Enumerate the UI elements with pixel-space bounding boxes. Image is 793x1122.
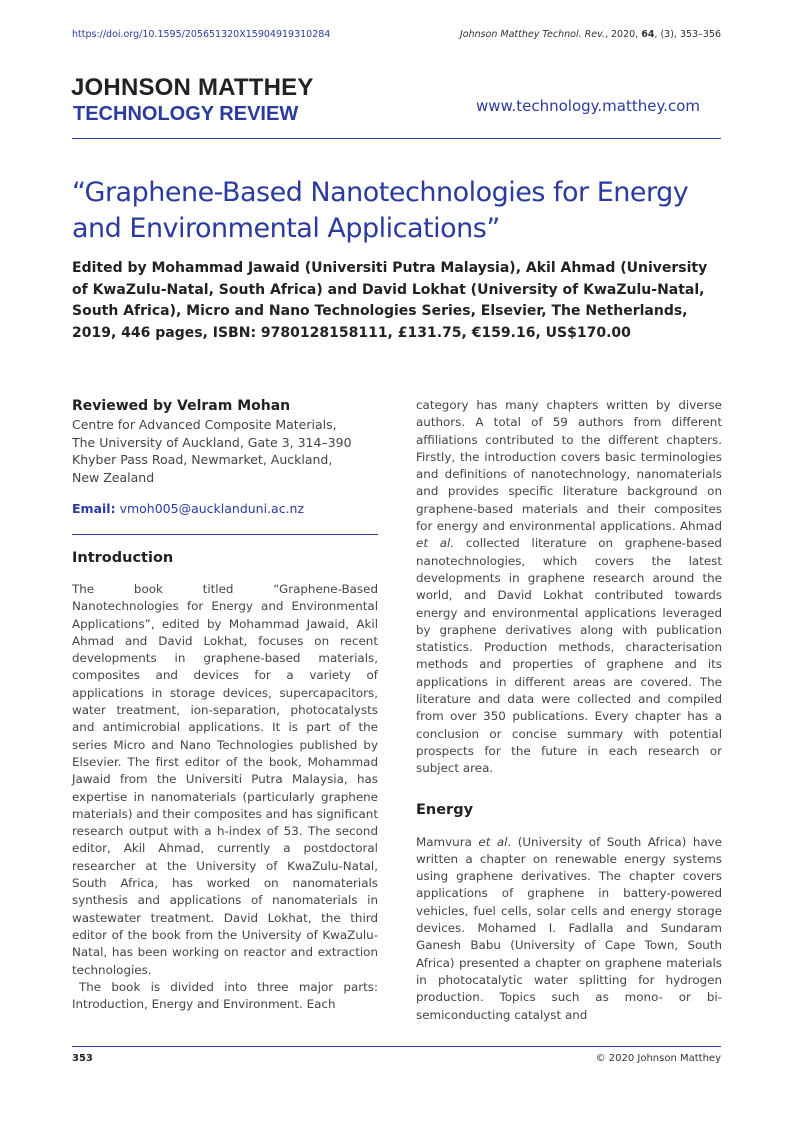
affil-line-4: New Zealand — [72, 469, 155, 485]
header-divider — [72, 138, 721, 139]
doi-link[interactable]: https://doi.org/10.1595/205651320X15904919310284 — [72, 29, 331, 40]
email-label: Email: — [72, 501, 116, 516]
intro-paragraph-2: The book is divided into three major parts: Introduction, Energy and Environment. Each — [72, 979, 378, 1012]
reviewer-name: Reviewed by Velram Mohan — [72, 398, 291, 414]
intro-paragraph-1: The book titled “Graphene-Based Nanotechnologies for Energy and Environmental Applications”, edited by Mohammad Jawaid, Akil Ahmad and David Lokhat, focuses on recent developments in graphene-based materials, composites and devices for a variety of applications in storage devices, supercapacitors, water treatment, ion-separation, photocatalysts and antimicrobial applications. It is part of the series Micro and Nano Technologies published by Elsevier. The first editor of the book, Mohammad Jawaid from the Universiti Putra Malaysia, has expertise in nanomaterials (particularly graphene materials) and their composites and has significant research output with a h-index of 53. The second editor, Akil Ahmad, currently a postdoctoral researcher at the University of KwaZulu-Natal, South Africa, has worked on nanomaterials synthesis and applications of nanomaterials in wastewater treatment. David Lokhat, the third editor of the book from the University of KwaZulu-Natal, has been working on reactor and extraction technologies. — [72, 582, 378, 977]
energy-text-a: Mamvura — [416, 834, 479, 849]
citation-journal: Johnson Matthey Technol. Rev. — [459, 29, 605, 40]
right-column — [416, 397, 722, 1024]
energy-heading: Energy — [416, 801, 474, 818]
email-link[interactable]: vmoh005@aucklanduni.ac.nz — [119, 501, 305, 516]
copyright-notice: © 2020 Johnson Matthey — [595, 1053, 721, 1064]
article-title: “Graphene-Based Nanotechnologies for Energy and Environmental Applications” — [72, 177, 689, 244]
energy-paragraph — [416, 834, 722, 1024]
citation-issue-pages: , (3), 353–356 — [654, 29, 721, 40]
affil-line-1: Centre for Advanced Composite Materials, — [72, 417, 337, 432]
intro-etal: et al. — [416, 536, 455, 551]
intro-text-b: collected literature on graphene-based nanotechnologies, which covers the latest developments in graphene research around the world, and David Lokhat contributed towards energy and environmental applications leveraged by graphene derivatives along with publication statistics. Production methods, characterisation methods and properties of graphene and its applications in different areas are covered. The literature and data were collected and compiled from over 350 publications. Every chapter has a conclusion or concise summary with potential prospects for the future in each research or subject area. — [416, 536, 722, 776]
article-subtitle: Edited by Mohammad Jawaid (Universiti Putra Malaysia), Akil Ahmad (University of KwaZulu-Natal, South Africa) and David Lokhat (University of KwaZulu-Natal, South Africa), Micro and Nano Technologies Series, Elsevier, The Netherlands, 2019, 446 pages, ISBN: 9780128158111, £131.75, €159.16, US$170.00 — [72, 260, 708, 341]
energy-text-b: . (University of South Africa) have written a chapter on renewable energy systems using graphene derivatives. The chapter covers applications of graphene in battery-powered vehicles, fuel cells, solar cells and energy storage devices. Mohamed I. Fadlalla and Sundaram Ganesh Babu (University of Cape Town, South Africa) presented a chapter on graphene materials in photocatalytic water splitting for hydrogen production. Topics such as mono- or bi-semiconducting catalyst and — [416, 834, 722, 1022]
section-divider — [72, 534, 378, 535]
brand-logo-line1: JOHNSON MATTHEY — [71, 74, 314, 101]
energy-etal: et al — [478, 834, 508, 849]
left-column — [72, 397, 378, 1013]
page-number: 353 — [72, 1053, 93, 1064]
affil-line-2: The University of Auckland, Gate 3, 314–390 — [72, 434, 352, 450]
intro-heading: Introduction — [72, 550, 174, 566]
brand-logo-line2: TECHNOLOGY REVIEW — [73, 103, 299, 125]
footer-divider — [72, 1046, 721, 1047]
intro-paragraph-2-continued — [416, 397, 722, 778]
reviewer-email — [72, 500, 378, 517]
affil-line-3: Khyber Pass Road, Newmarket, Auckland, — [72, 452, 333, 467]
citation-volume: 64 — [641, 29, 655, 40]
intro-text-a: category has many chapters written by diverse authors. A total of 59 authors from different affiliations contributed to the different chapters. Firstly, the introduction covers basic terminologies and definitions of nanotechnology, nanomaterials and provides specific literature background on graphene-based materials and their composites for energy and environmental applications. Ahmad — [416, 398, 722, 534]
website-link[interactable]: www.technology.matthey.com — [476, 97, 700, 115]
journal-citation — [460, 29, 721, 40]
reviewer-affiliation — [72, 416, 378, 486]
citation-year: , 2020, — [604, 29, 642, 40]
